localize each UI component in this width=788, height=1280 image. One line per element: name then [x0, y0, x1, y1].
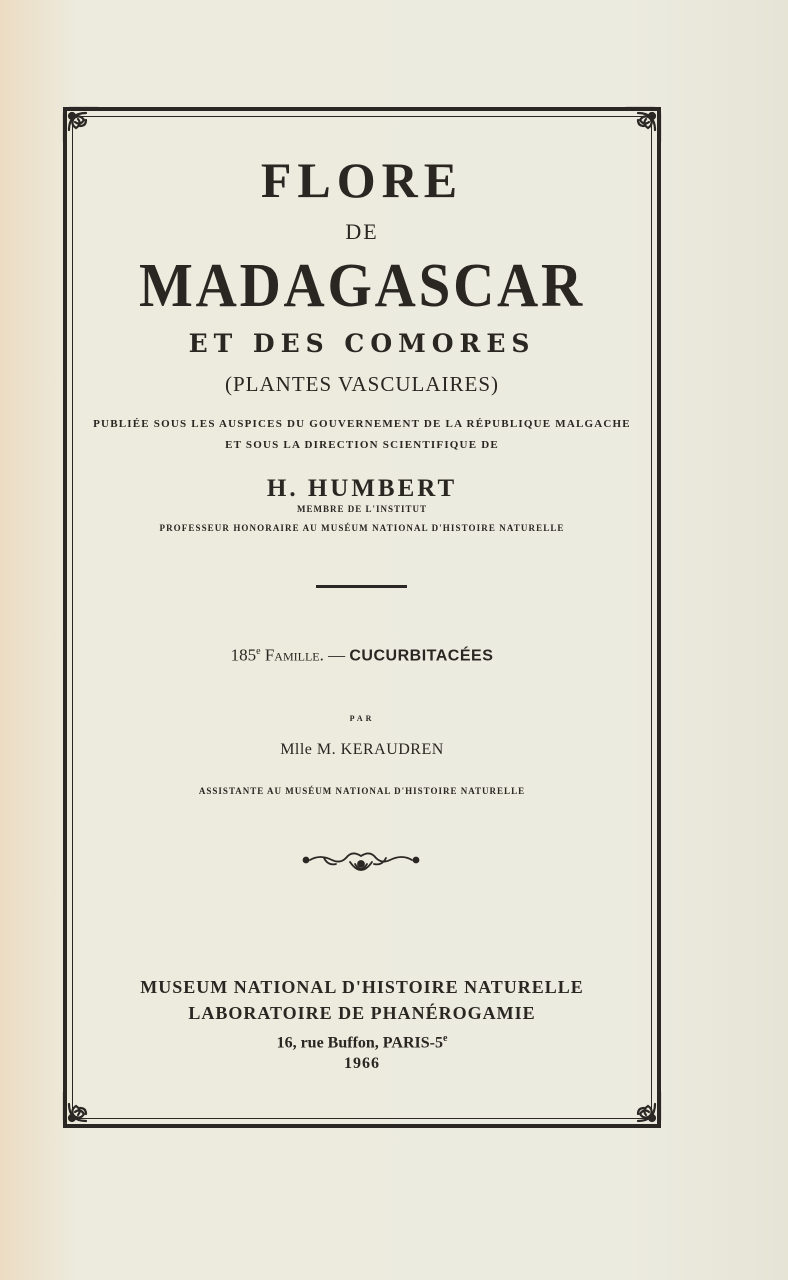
corner-ornament-icon	[60, 1088, 102, 1130]
family-dash: —	[328, 645, 346, 665]
publication-line-1: PUBLIÉE SOUS LES AUSPICES DU GOUVERNEMENT DE LA RÉPUBLIQUE MALGACHE	[93, 418, 631, 430]
director-name: H. HUMBERT	[266, 475, 458, 502]
floral-divider-icon	[300, 846, 422, 880]
director-role-2: PROFESSEUR HONORAIRE AU MUSÉUM NATIONAL D'HISTOIRE NATURELLE	[159, 523, 565, 533]
publisher-address-text: 16, rue Buffon, PARIS-5	[276, 1034, 443, 1052]
title-de: DE	[345, 219, 379, 244]
family-heading	[80, 640, 644, 669]
publisher-line-1: MUSEUM NATIONAL D'HISTOIRE NATURELLE	[140, 977, 584, 997]
family-name: CUCURBITACÉES	[349, 647, 494, 665]
corner-ornament-icon	[60, 104, 102, 146]
author-by: PAR	[349, 714, 375, 723]
publisher-address	[80, 1028, 644, 1054]
corner-ornament-icon	[622, 1088, 664, 1130]
director-role-1: MEMBRE DE L'INSTITUT	[296, 504, 428, 514]
publisher-address-suffix: e	[442, 1033, 448, 1044]
publication-line-2: ET SOUS LA DIRECTION SCIENTIFIQUE DE	[225, 439, 499, 451]
horizontal-divider-rule	[316, 585, 407, 588]
publication-year: 1966	[344, 1055, 380, 1072]
subtitle-plantes-vasculaires: (PLANTES VASCULAIRES)	[224, 372, 499, 396]
author-name: Mlle M. KERAUDREN	[280, 741, 444, 758]
corner-ornament-icon	[622, 104, 664, 146]
family-number: 185	[230, 645, 257, 665]
title-et-des-comores: ET DES COMORES	[188, 329, 536, 358]
family-label: Famille.	[264, 645, 324, 665]
publisher-line-2: LABORATOIRE DE PHANÉROGAMIE	[188, 1003, 536, 1023]
family-number-suffix: e	[256, 646, 261, 657]
title-madagascar: MADAGASCAR	[139, 252, 585, 320]
author-title: ASSISTANTE AU MUSÉUM NATIONAL D'HISTOIRE NATURELLE	[198, 786, 526, 796]
title-flore: FLORE	[260, 152, 464, 208]
